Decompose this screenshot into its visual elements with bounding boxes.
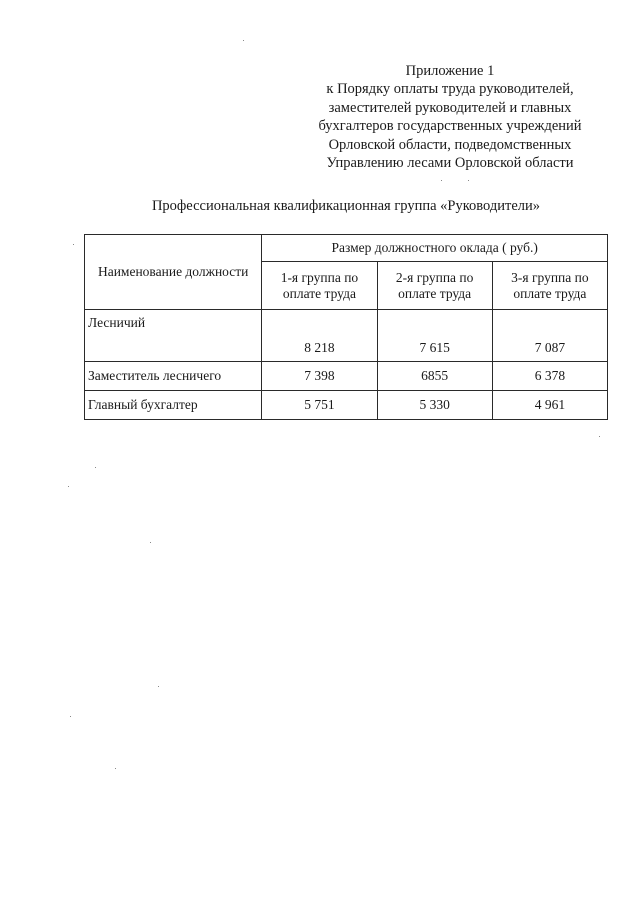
scan-speck — [599, 436, 600, 437]
salary-value: 7 615 — [377, 310, 492, 362]
position-name: Главный бухгалтер — [85, 391, 262, 420]
table-header-row — [85, 235, 608, 262]
scan-speck — [158, 686, 159, 687]
appendix-line: Орловской области, подведомственных — [328, 136, 572, 153]
salary-table — [84, 234, 608, 420]
scan-speck — [115, 768, 116, 769]
salary-value: 6 378 — [492, 362, 607, 391]
subheader-group-3: 3-я группа по оплате труда — [492, 262, 607, 310]
salary-value: 5 330 — [377, 391, 492, 420]
position-name: Лесничий — [85, 310, 262, 362]
appendix-line: Управлению лесами Орловской области — [326, 155, 574, 172]
scan-speck — [468, 180, 469, 181]
header-salary-size: Размер должностного оклада ( руб.) — [262, 235, 608, 262]
appendix-block — [290, 62, 610, 172]
subheader-group-1: 1-я группа по оплате труда — [262, 262, 377, 310]
appendix-line: к Порядку оплаты труда руководителей, — [326, 81, 574, 98]
scan-speck — [441, 180, 442, 181]
subheader-group-2: 2-я группа по оплате труда — [377, 262, 492, 310]
appendix-line: Приложение 1 — [405, 63, 495, 79]
position-name: Заместитель лесничего — [85, 362, 262, 391]
salary-value: 6855 — [377, 362, 492, 391]
group-title: Профессиональная квалификационная группа «Руководители» — [151, 198, 541, 214]
salary-value: 8 218 — [262, 310, 377, 362]
table-row — [85, 391, 608, 420]
scan-speck — [73, 244, 74, 245]
appendix-line: заместителей руководителей и главных — [328, 99, 572, 116]
table-row — [85, 362, 608, 391]
salary-value: 4 961 — [492, 391, 607, 420]
scan-speck — [150, 542, 151, 543]
table-row — [85, 310, 608, 362]
scan-speck — [70, 716, 71, 717]
scan-speck — [68, 486, 69, 487]
scan-speck — [95, 467, 96, 468]
header-position-name: Наименование должности — [85, 235, 262, 310]
salary-value: 7 398 — [262, 362, 377, 391]
salary-value: 5 751 — [262, 391, 377, 420]
appendix-line: бухгалтеров государственных учреждений — [318, 118, 582, 135]
scan-speck — [243, 40, 244, 41]
salary-value: 7 087 — [492, 310, 607, 362]
